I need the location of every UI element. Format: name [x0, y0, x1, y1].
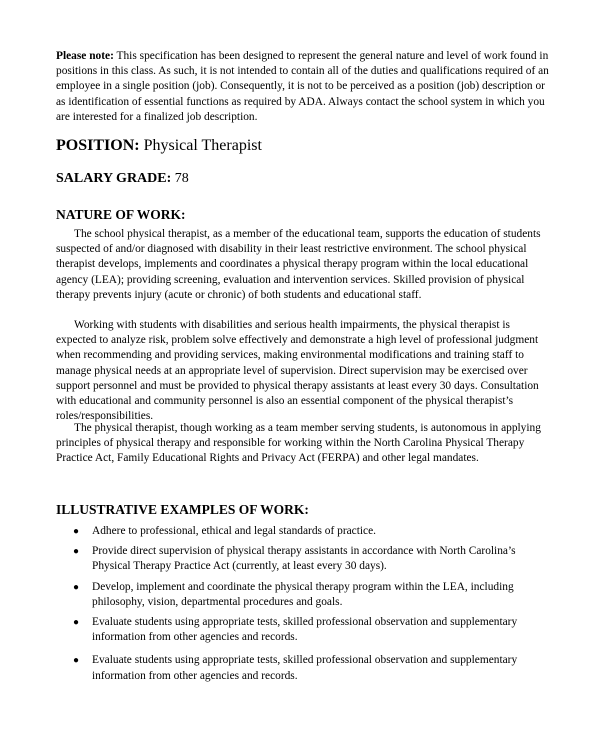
nature-paragraph: Working with students with disabilities and serious health impairments, the physical therapist is expected to analyze risk, problem solve effectively and demonstrate a high level of professional judgment when recommending and providing services, making environmental modifications and training staff to manage physical needs at an appropriate level of supervision. Direct supervision may be exercised over support personnel and must be provided to physical therapy assistants at least every 30 days. Consultation with educational and community personnel is also an essential component of the physical therapist’s roles/responsibilities.	[56, 319, 539, 423]
list-item	[56, 580, 556, 610]
list-item-text: Evaluate students using appropriate tests, skilled professional observation and supplementary information from other agencies and records.	[92, 654, 518, 682]
position-value: Physical Therapist	[139, 137, 262, 154]
list-item-text: Evaluate students using appropriate tests, skilled professional observation and supplementary information from other agencies and records.	[92, 616, 518, 644]
bullet-icon: ●	[73, 526, 80, 537]
bullet-icon: ●	[73, 655, 80, 667]
salary-grade-heading	[56, 170, 189, 188]
list-item-text: Provide direct supervision of physical therapy assistants in accordance with North Carolina’s Physical Therapy Practice Act (currently, at least every 30 days).	[92, 545, 516, 573]
note-text: This specification has been designed to represent the general nature and level of work found in positions in this class. As such, it is not intended to contain all of the duties and qualifications required of an employee in a single position (job). Consequently, it is not to be perceived as a position (job) description or as identification of essential functions as required by ADA. Always contact the school system in which you are interested for a finalized job description.	[56, 50, 549, 123]
bullet-icon: ●	[73, 546, 80, 558]
salary-grade-label: SALARY GRADE:	[56, 171, 172, 186]
salary-grade-value: 78	[171, 171, 189, 186]
list-item	[56, 544, 556, 574]
bullet-icon: ●	[73, 581, 80, 593]
nature-paragraph: The school physical therapist, as a member of the educational team, supports the education of students suspected of and/or diagnosed with disability in their least restrictive environment. The school physical therapist develops, implements and coordinates a physical therapy program within the local educational agency (LEA); providing screening, evaluation and intervention services. Skilled provision of physical therapy prevents injury (acute or chronic) of both students and educational staff.	[56, 228, 541, 301]
illustrative-examples-heading: ILLUSTRATIVE EXAMPLES OF WORK:	[56, 502, 309, 517]
disclaimer-note	[56, 49, 556, 125]
list-item-text: Develop, implement and coordinate the physical therapy program within the LEA, including philosophy, vision, departmental procedures and goals.	[92, 580, 514, 608]
examples-list	[56, 524, 556, 689]
list-item	[56, 615, 556, 645]
nature-paragraph: The physical therapist, though working as a team member serving students, is autonomous in applying principles of physical therapy and responsible for working within the North Carolina Physical Therapy Practice Act, Family Educational Rights and Privacy Act (FERPA) and other legal mandates.	[56, 422, 541, 465]
list-item-text: Adhere to professional, ethical and legal standards of practice.	[92, 525, 377, 537]
note-label: Please note:	[56, 50, 114, 62]
nature-of-work-heading: NATURE OF WORK:	[56, 207, 186, 222]
position-heading	[56, 136, 262, 156]
list-item	[56, 524, 556, 539]
list-item	[56, 653, 556, 683]
position-label: POSITION:	[56, 137, 140, 154]
bullet-icon: ●	[73, 617, 80, 629]
